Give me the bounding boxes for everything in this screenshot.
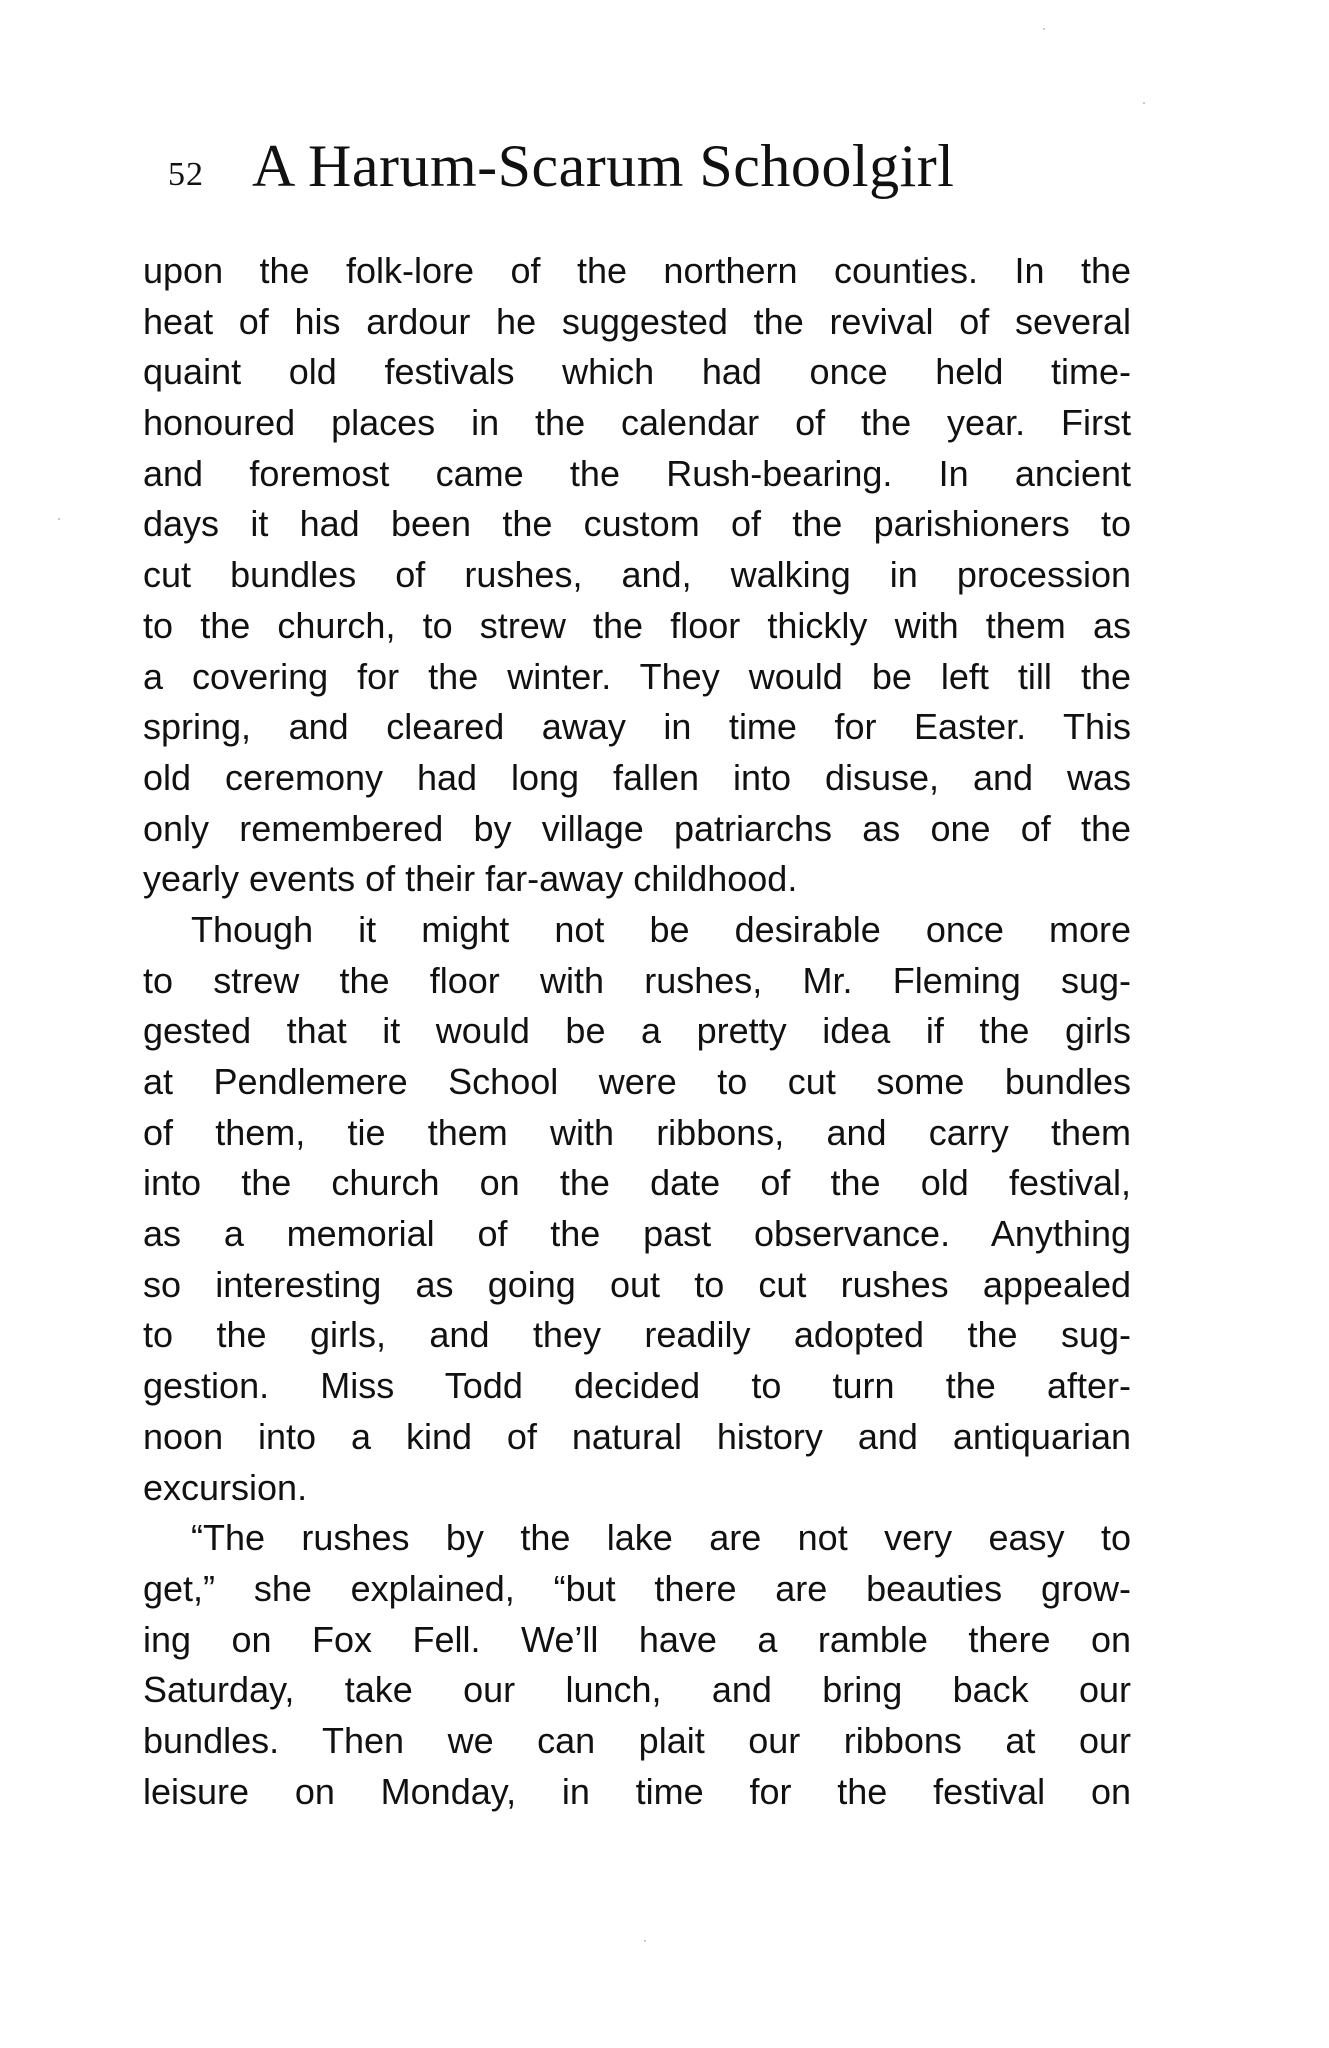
text-line: bundles. Then we can plait our ribbons at our bbox=[143, 1719, 1131, 1761]
text-line: get,” she explained, “but there are beauties grow- bbox=[143, 1567, 1131, 1609]
text-line: old ceremony had long fallen into disuse, and was bbox=[143, 756, 1131, 798]
text-line: days it had been the custom of the parishioners to bbox=[143, 503, 1131, 545]
text-line: honoured places in the calendar of the year. First bbox=[143, 402, 1131, 444]
text-line: “The rushes by the lake are not very easy to bbox=[191, 1517, 1131, 1559]
text-line: Saturday, take our lunch, and bring back our bbox=[143, 1669, 1131, 1711]
page-number: 52 bbox=[168, 156, 204, 193]
text-line: quaint old festivals which had once held time- bbox=[143, 351, 1131, 393]
text-line: so interesting as going out to cut rushes appealed bbox=[143, 1263, 1131, 1305]
text-line: excursion. bbox=[143, 1466, 308, 1508]
text-line: yearly events of their far-away childhood. bbox=[143, 858, 798, 900]
text-line: upon the folk-lore of the northern counties. In the bbox=[143, 250, 1131, 291]
text-line: gested that it would be a pretty idea if the girls bbox=[143, 1010, 1131, 1052]
text-line: spring, and cleared away in time for Easter. This bbox=[143, 706, 1131, 748]
scan-speck bbox=[58, 518, 60, 520]
text-line: only remembered by village patriarchs as one of the bbox=[143, 807, 1131, 849]
text-line: Though it might not be desirable once more bbox=[191, 908, 1131, 950]
text-line: to the church, to strew the floor thickly with them as bbox=[143, 604, 1131, 646]
text-line: cut bundles of rushes, and, walking in procession bbox=[143, 554, 1131, 596]
text-line: gestion. Miss Todd decided to turn the after- bbox=[143, 1365, 1131, 1407]
text-line: ing on Fox Fell. We’ll have a ramble there on bbox=[143, 1618, 1131, 1660]
text-line: leisure on Monday, in time for the festival on bbox=[143, 1770, 1131, 1812]
scan-speck bbox=[1143, 102, 1145, 104]
text-line: of them, tie them with ribbons, and carry them bbox=[143, 1111, 1131, 1153]
body-text bbox=[143, 246, 1131, 1817]
scan-speck bbox=[644, 1940, 646, 1942]
text-line: to strew the floor with rushes, Mr. Fleming sug- bbox=[143, 959, 1131, 1001]
text-line: into the church on the date of the old festival, bbox=[143, 1162, 1131, 1204]
text-line: at Pendlemere School were to cut some bundles bbox=[143, 1061, 1131, 1102]
page-header bbox=[168, 132, 1168, 212]
text-line: a covering for the winter. They would be left till the bbox=[143, 655, 1131, 697]
text-line: to the girls, and they readily adopted the sug- bbox=[143, 1314, 1131, 1356]
text-line: as a memorial of the past observance. Anything bbox=[143, 1213, 1131, 1255]
text-line: noon into a kind of natural history and antiquarian bbox=[143, 1415, 1131, 1457]
running-title: A Harum-Scarum Schoolgirl bbox=[252, 133, 955, 199]
scan-speck bbox=[1043, 28, 1045, 30]
text-line: heat of his ardour he suggested the revival of several bbox=[143, 300, 1131, 342]
text-line: and foremost came the Rush-bearing. In ancient bbox=[143, 452, 1131, 494]
